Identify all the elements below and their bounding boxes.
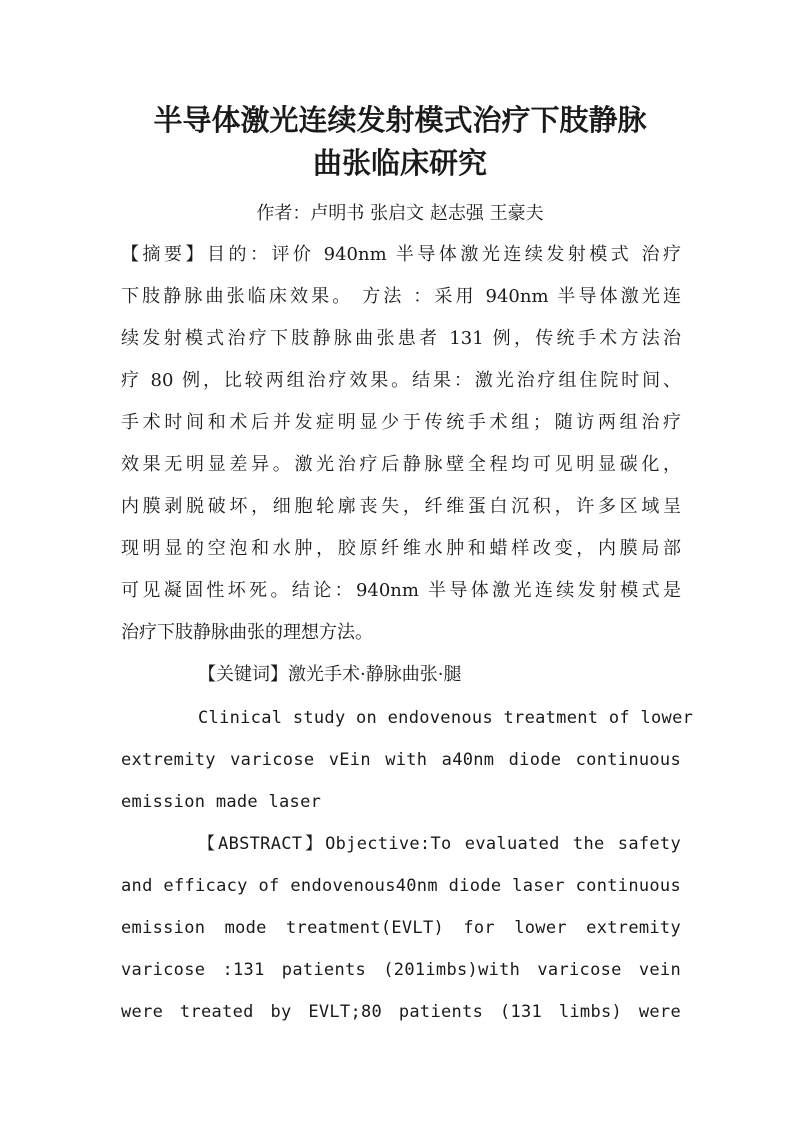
keywords-line: 【关键词】激光手术·静脉曲张·腿 [198, 664, 462, 685]
abstract-cn-line: 疗 80 例，比较两组治疗效果。结果：激光治疗组住院时间、 [121, 370, 681, 391]
abstract-en-line: emission mode treatment(EVLT) for lower extremity [121, 918, 681, 938]
abstract-cn-line: 治疗下肢静脉曲张的理想方法。 [121, 622, 373, 643]
abstract-cn-line: 内膜剥脱破坏，细胞轮廓丧失，纤维蛋白沉积，许多区域呈 [121, 496, 681, 517]
abstract-cn-line: 效果无明显差异。激光治疗后静脉壁全程均可见明显碳化， [121, 454, 681, 475]
abstract-cn-line: 现明显的空泡和水肿，胶原纤维水肿和蜡样改变，内膜局部 [121, 538, 681, 559]
abstract-en-line: 【ABSTRACT】Objective:To evaluated the safety [198, 834, 681, 854]
abstract-en-line: varicose :131 patients (201imbs)with varicose vein [121, 960, 681, 980]
paper-title-line-2: 曲张临床研究 [312, 146, 487, 180]
authors-line: 作者：卢明书 张启文 赵志强 王豪夫 [256, 203, 544, 224]
english-title-line: emission made laser [121, 792, 322, 812]
english-title-line: Clinical study on endovenous treatment of lower [198, 708, 694, 728]
paper-title-line-1: 半导体激光连续发射模式治疗下肢静脉 [153, 103, 647, 137]
abstract-cn-line: 手术时间和术后并发症明显少于传统手术组；随访两组治疗 [121, 412, 681, 433]
abstract-cn-line: 续发射模式治疗下肢静脉曲张患者 131 例，传统手术方法治 [121, 328, 681, 349]
abstract-en-line: were treated by EVLT;80 patients (131 limbs) were [121, 1002, 681, 1022]
abstract-cn-line: 可见凝固性坏死。结论：940nm 半导体激光连续发射模式是 [121, 580, 681, 601]
abstract-cn-line: 【摘要】目的：评价 940nm 半导体激光连续发射模式 治疗 [121, 244, 681, 265]
english-title-line: extremity varicose vEin with a40nm diode continuous [121, 750, 681, 770]
abstract-cn-line: 下肢静脉曲张临床效果。 方法 ：采用 940nm 半导体激光连 [121, 286, 681, 307]
abstract-en-line: and efficacy of endovenous40nm diode laser continuous [121, 876, 681, 896]
